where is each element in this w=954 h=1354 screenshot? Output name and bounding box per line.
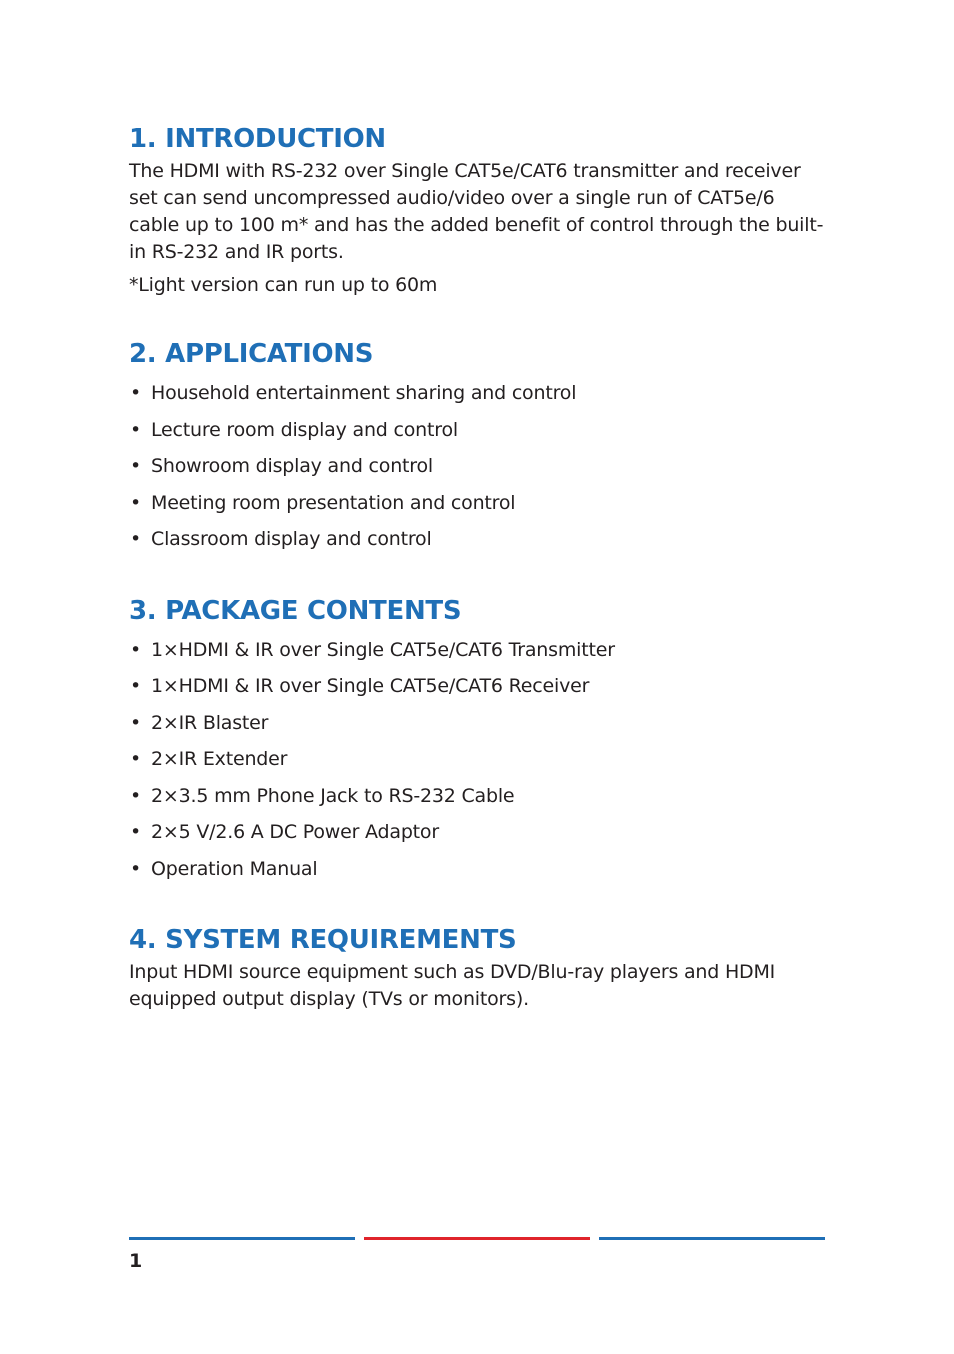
list-item-text: 2×IR Extender [151,748,288,770]
applications-list [129,375,829,558]
bullet-icon: • [130,711,142,734]
list-item-text: 1×HDMI & IR over Single CAT5e/CAT6 Receiver [151,675,590,697]
page-content [129,120,829,1013]
list-item-text: 2×IR Blaster [151,711,269,734]
list-item-text: Operation Manual [151,857,318,880]
bullet-icon: • [130,418,142,441]
list-item-text: 2×3.5 mm Phone Jack to RS-232 Cable [151,784,515,807]
list-item [129,814,829,851]
bullet-icon: • [130,748,142,770]
bullet-icon: • [130,491,142,514]
list-item-text: Lecture room display and control [151,418,458,441]
system-requirements-paragraph: Input HDMI source equipment such as DVD/Blu-ray players and HDMI equipped output display (TVs or monitors). [129,961,776,1010]
section-applications [129,335,829,558]
list-item [129,632,829,669]
system-requirements-heading: 4. SYSTEM REQUIREMENTS [129,925,517,955]
list-item [129,375,829,412]
section-system-requirements [129,921,829,1013]
list-item-text: Household entertainment sharing and control [151,382,577,404]
introduction-note: *Light version can run up to 60m [129,274,438,296]
list-item [129,485,829,522]
list-item-text: Meeting room presentation and control [151,491,516,514]
introduction-heading: 1. INTRODUCTION [129,124,386,154]
bullet-icon: • [130,857,142,880]
list-item-text: 1×HDMI & IR over Single CAT5e/CAT6 Transmitter [151,638,615,661]
list-item [129,851,829,888]
list-item [129,778,829,815]
bullet-icon: • [130,528,142,550]
package-contents-list [129,632,829,888]
list-item-text: Classroom display and control [151,528,432,550]
bullet-icon: • [130,638,142,661]
bullet-icon: • [130,455,142,477]
introduction-paragraph: The HDMI with RS-232 over Single CAT5e/CAT6 transmitter and receiver set can send uncompressed audio/video over a single run of CAT5e/6 cable up to 100 m* and has the added benefit of control through the built-in RS-232 and IR ports. [129,160,824,263]
list-item [129,705,829,742]
footer-bar-left [129,1237,355,1240]
list-item [129,741,829,778]
package-contents-heading: 3. PACKAGE CONTENTS [129,595,462,626]
section-introduction [129,120,829,299]
section-package-contents [129,592,829,888]
list-item-text: Showroom display and control [151,455,434,477]
applications-heading: 2. APPLICATIONS [129,339,374,369]
bullet-icon: • [130,382,142,404]
footer-bars [129,1237,825,1240]
bullet-icon: • [130,821,142,843]
list-item [129,668,829,705]
footer-bar-middle [364,1237,590,1240]
list-item [129,412,829,449]
list-item [129,448,829,485]
page-number: 1 [129,1250,143,1272]
bullet-icon: • [130,675,142,697]
footer-bar-right [599,1237,825,1240]
list-item-text: 2×5 V/2.6 A DC Power Adaptor [151,821,439,843]
bullet-icon: • [130,784,142,807]
list-item [129,521,829,558]
